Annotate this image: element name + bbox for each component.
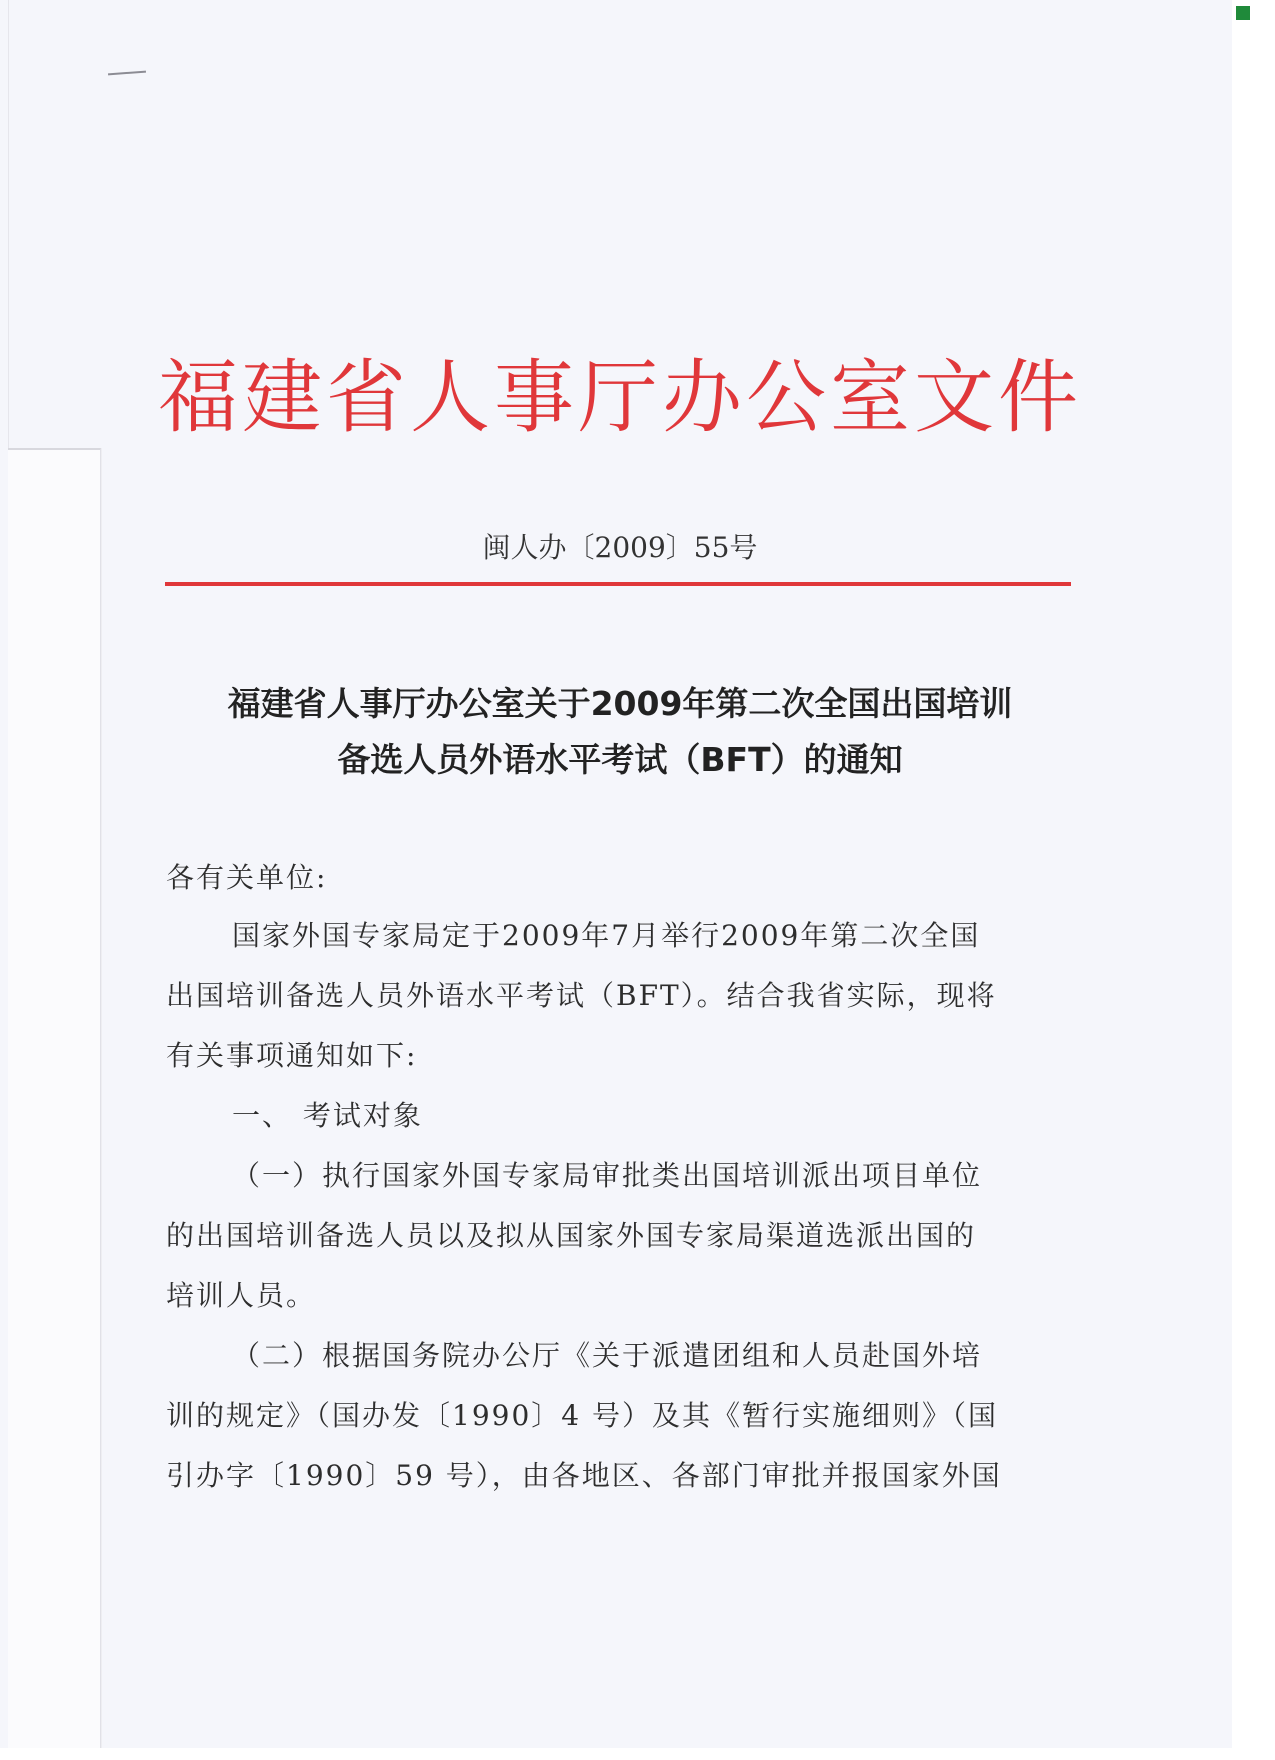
paragraph-1-line-3: 有关事项通知如下: [166,1039,418,1072]
section-1-heading: 一、 考试对象 [232,1099,423,1132]
red-separator-line [165,582,1071,586]
scan-right-margin [1232,0,1275,1760]
item-2-line-3: 引办字〔1990〕59 号），由各地区、各部门审批并报国家外国 [166,1459,1002,1492]
notice-title-line-2: 备选人员外语水平考试（BFT）的通知 [337,740,903,779]
paragraph-1-line-2: 出国培训备选人员外语水平考试（BFT）。结合我省实际，现将 [166,979,997,1012]
pencil-mark [108,71,146,76]
item-1-line-2: 的出国培训备选人员以及拟从国家外国专家局渠道选派出国的 [166,1219,977,1252]
item-2-line-2: 训的规定》（国办发〔1990〕4 号）及其《暂行实施细则》（国 [166,1399,998,1432]
item-1-line-1: （一）执行国家外国专家局审批类出国培训派出项目单位 [232,1159,983,1192]
paper-fold-strip [8,448,101,1750]
paragraph-1-line-1: 国家外国专家局定于2009年7月举行2009年第二次全国 [232,919,981,952]
document-number: 闽人办〔2009〕55号 [482,531,758,564]
notice-title-line-1: 福建省人事厅办公室关于2009年第二次全国出国培训 [227,684,1013,723]
item-2-line-1: （二）根据国务院办公厅《关于派遣团组和人员赴国外培 [232,1339,983,1372]
corner-mark [1236,6,1250,20]
item-1-line-3: 培训人员。 [166,1279,317,1312]
scan-bottom-edge [0,1748,1275,1760]
document-header-title: 福建省人事厅办公室文件 [158,351,1082,444]
paper-fold-line [8,0,9,448]
salutation: 各有关单位: [166,861,328,894]
